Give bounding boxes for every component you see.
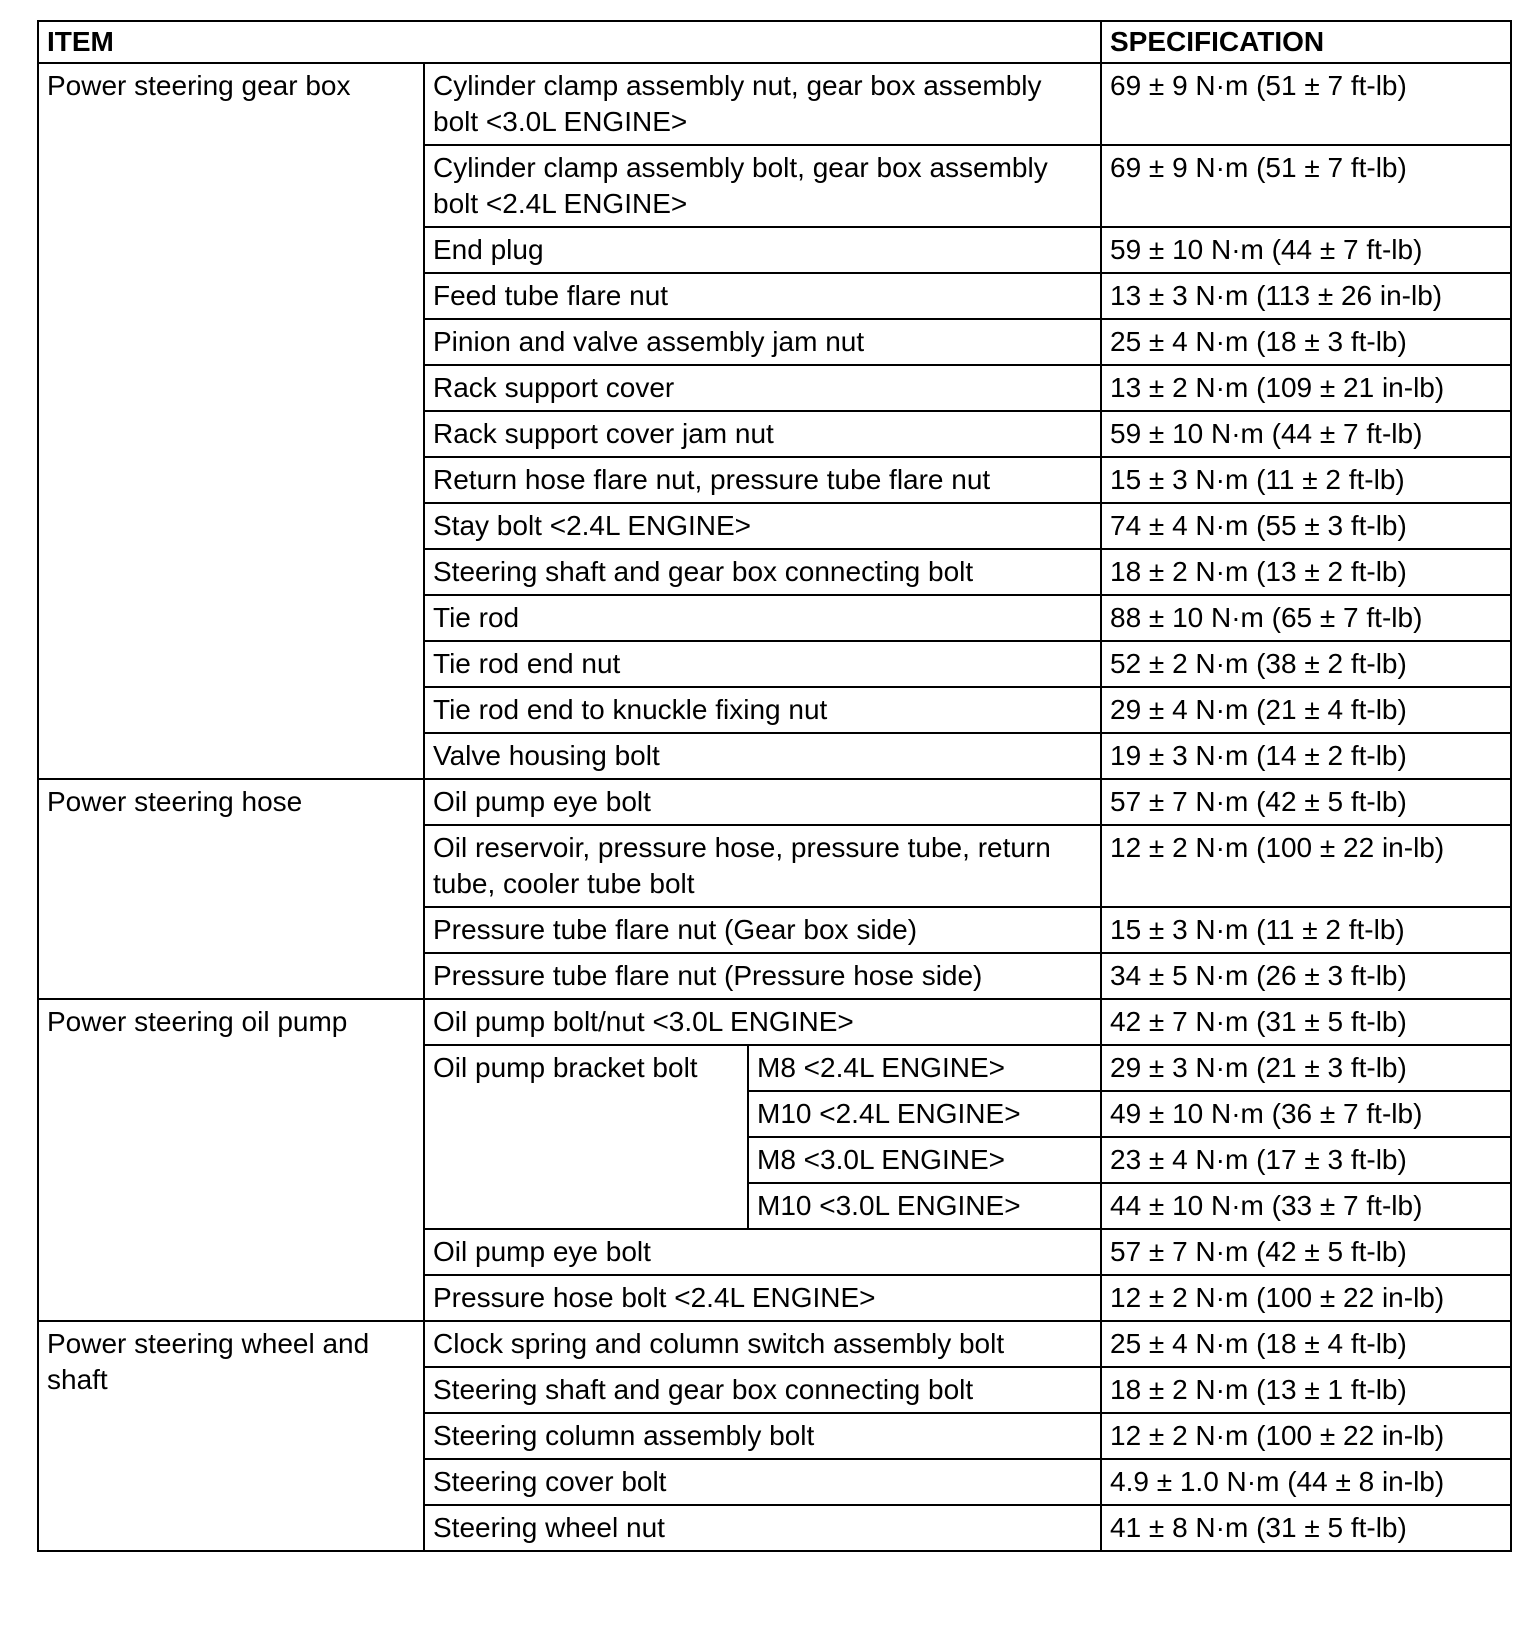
spec-cell: 4.9 ± 1.0 N·m (44 ± 8 in-lb) bbox=[1101, 1459, 1511, 1505]
item-cell: Oil reservoir, pressure hose, pressure tube, return tube, cooler tube bolt bbox=[424, 825, 1101, 907]
spec-cell: 23 ± 4 N·m (17 ± 3 ft-lb) bbox=[1101, 1137, 1511, 1183]
group-name: Power steering wheel and shaft bbox=[38, 1321, 424, 1551]
item-cell: Pressure tube flare nut (Gear box side) bbox=[424, 907, 1101, 953]
spec-cell: 59 ± 10 N·m (44 ± 7 ft-lb) bbox=[1101, 411, 1511, 457]
item-cell: Oil pump bolt/nut <3.0L ENGINE> bbox=[424, 999, 1101, 1045]
size-cell: M8 <2.4L ENGINE> bbox=[748, 1045, 1101, 1091]
spec-cell: 19 ± 3 N·m (14 ± 2 ft-lb) bbox=[1101, 733, 1511, 779]
item-cell: Rack support cover bbox=[424, 365, 1101, 411]
item-cell: Steering shaft and gear box connecting bolt bbox=[424, 1367, 1101, 1413]
size-cell: M8 <3.0L ENGINE> bbox=[748, 1137, 1101, 1183]
spec-cell: 42 ± 7 N·m (31 ± 5 ft-lb) bbox=[1101, 999, 1511, 1045]
item-cell: Tie rod end nut bbox=[424, 641, 1101, 687]
spec-cell: 15 ± 3 N·m (11 ± 2 ft-lb) bbox=[1101, 457, 1511, 503]
table-row bbox=[38, 779, 1511, 825]
torque-spec-table bbox=[37, 20, 1512, 1552]
item-cell: Pressure hose bolt <2.4L ENGINE> bbox=[424, 1275, 1101, 1321]
spec-cell: 15 ± 3 N·m (11 ± 2 ft-lb) bbox=[1101, 907, 1511, 953]
item-cell: Tie rod end to knuckle fixing nut bbox=[424, 687, 1101, 733]
group-name: Power steering hose bbox=[38, 779, 424, 999]
spec-cell: 29 ± 4 N·m (21 ± 4 ft-lb) bbox=[1101, 687, 1511, 733]
group-name: Power steering gear box bbox=[38, 63, 424, 779]
spec-cell: 88 ± 10 N·m (65 ± 7 ft-lb) bbox=[1101, 595, 1511, 641]
header-row bbox=[38, 21, 1511, 63]
spec-cell: 74 ± 4 N·m (55 ± 3 ft-lb) bbox=[1101, 503, 1511, 549]
item-cell: Rack support cover jam nut bbox=[424, 411, 1101, 457]
spec-cell: 59 ± 10 N·m (44 ± 7 ft-lb) bbox=[1101, 227, 1511, 273]
item-cell: Steering wheel nut bbox=[424, 1505, 1101, 1551]
spec-cell: 18 ± 2 N·m (13 ± 1 ft-lb) bbox=[1101, 1367, 1511, 1413]
header-item: ITEM bbox=[38, 21, 1101, 63]
spec-cell: 18 ± 2 N·m (13 ± 2 ft-lb) bbox=[1101, 549, 1511, 595]
spec-cell: 34 ± 5 N·m (26 ± 3 ft-lb) bbox=[1101, 953, 1511, 999]
item-cell: Return hose flare nut, pressure tube flare nut bbox=[424, 457, 1101, 503]
size-cell: M10 <2.4L ENGINE> bbox=[748, 1091, 1101, 1137]
spec-cell: 12 ± 2 N·m (100 ± 22 in-lb) bbox=[1101, 1275, 1511, 1321]
item-cell: Pressure tube flare nut (Pressure hose side) bbox=[424, 953, 1101, 999]
table-row bbox=[38, 63, 1511, 145]
spec-cell: 57 ± 7 N·m (42 ± 5 ft-lb) bbox=[1101, 779, 1511, 825]
item-cell: Feed tube flare nut bbox=[424, 273, 1101, 319]
spec-cell: 57 ± 7 N·m (42 ± 5 ft-lb) bbox=[1101, 1229, 1511, 1275]
spec-cell: 69 ± 9 N·m (51 ± 7 ft-lb) bbox=[1101, 145, 1511, 227]
table-row bbox=[38, 1321, 1511, 1367]
item-cell: Steering column assembly bolt bbox=[424, 1413, 1101, 1459]
spec-cell: 12 ± 2 N·m (100 ± 22 in-lb) bbox=[1101, 1413, 1511, 1459]
item-cell: Oil pump eye bolt bbox=[424, 1229, 1101, 1275]
item-cell: Stay bolt <2.4L ENGINE> bbox=[424, 503, 1101, 549]
spec-cell: 49 ± 10 N·m (36 ± 7 ft-lb) bbox=[1101, 1091, 1511, 1137]
spec-cell: 29 ± 3 N·m (21 ± 3 ft-lb) bbox=[1101, 1045, 1511, 1091]
size-cell: M10 <3.0L ENGINE> bbox=[748, 1183, 1101, 1229]
spec-cell: 52 ± 2 N·m (38 ± 2 ft-lb) bbox=[1101, 641, 1511, 687]
item-cell: Tie rod bbox=[424, 595, 1101, 641]
item-cell: Clock spring and column switch assembly bolt bbox=[424, 1321, 1101, 1367]
item-cell: Cylinder clamp assembly bolt, gear box assembly bolt <2.4L ENGINE> bbox=[424, 145, 1101, 227]
spec-cell: 44 ± 10 N·m (33 ± 7 ft-lb) bbox=[1101, 1183, 1511, 1229]
item-cell: End plug bbox=[424, 227, 1101, 273]
spec-cell: 41 ± 8 N·m (31 ± 5 ft-lb) bbox=[1101, 1505, 1511, 1551]
spec-cell: 25 ± 4 N·m (18 ± 3 ft-lb) bbox=[1101, 319, 1511, 365]
item-cell: Oil pump bracket bolt bbox=[424, 1045, 748, 1229]
header-specification: SPECIFICATION bbox=[1101, 21, 1511, 63]
spec-cell: 12 ± 2 N·m (100 ± 22 in-lb) bbox=[1101, 825, 1511, 907]
spec-cell: 13 ± 2 N·m (109 ± 21 in-lb) bbox=[1101, 365, 1511, 411]
item-cell: Valve housing bolt bbox=[424, 733, 1101, 779]
item-cell: Steering cover bolt bbox=[424, 1459, 1101, 1505]
spec-cell: 69 ± 9 N·m (51 ± 7 ft-lb) bbox=[1101, 63, 1511, 145]
spec-cell: 13 ± 3 N·m (113 ± 26 in-lb) bbox=[1101, 273, 1511, 319]
table-row bbox=[38, 999, 1511, 1045]
spec-cell: 25 ± 4 N·m (18 ± 4 ft-lb) bbox=[1101, 1321, 1511, 1367]
item-cell: Cylinder clamp assembly nut, gear box assembly bolt <3.0L ENGINE> bbox=[424, 63, 1101, 145]
group-name: Power steering oil pump bbox=[38, 999, 424, 1321]
item-cell: Steering shaft and gear box connecting bolt bbox=[424, 549, 1101, 595]
item-cell: Oil pump eye bolt bbox=[424, 779, 1101, 825]
item-cell: Pinion and valve assembly jam nut bbox=[424, 319, 1101, 365]
